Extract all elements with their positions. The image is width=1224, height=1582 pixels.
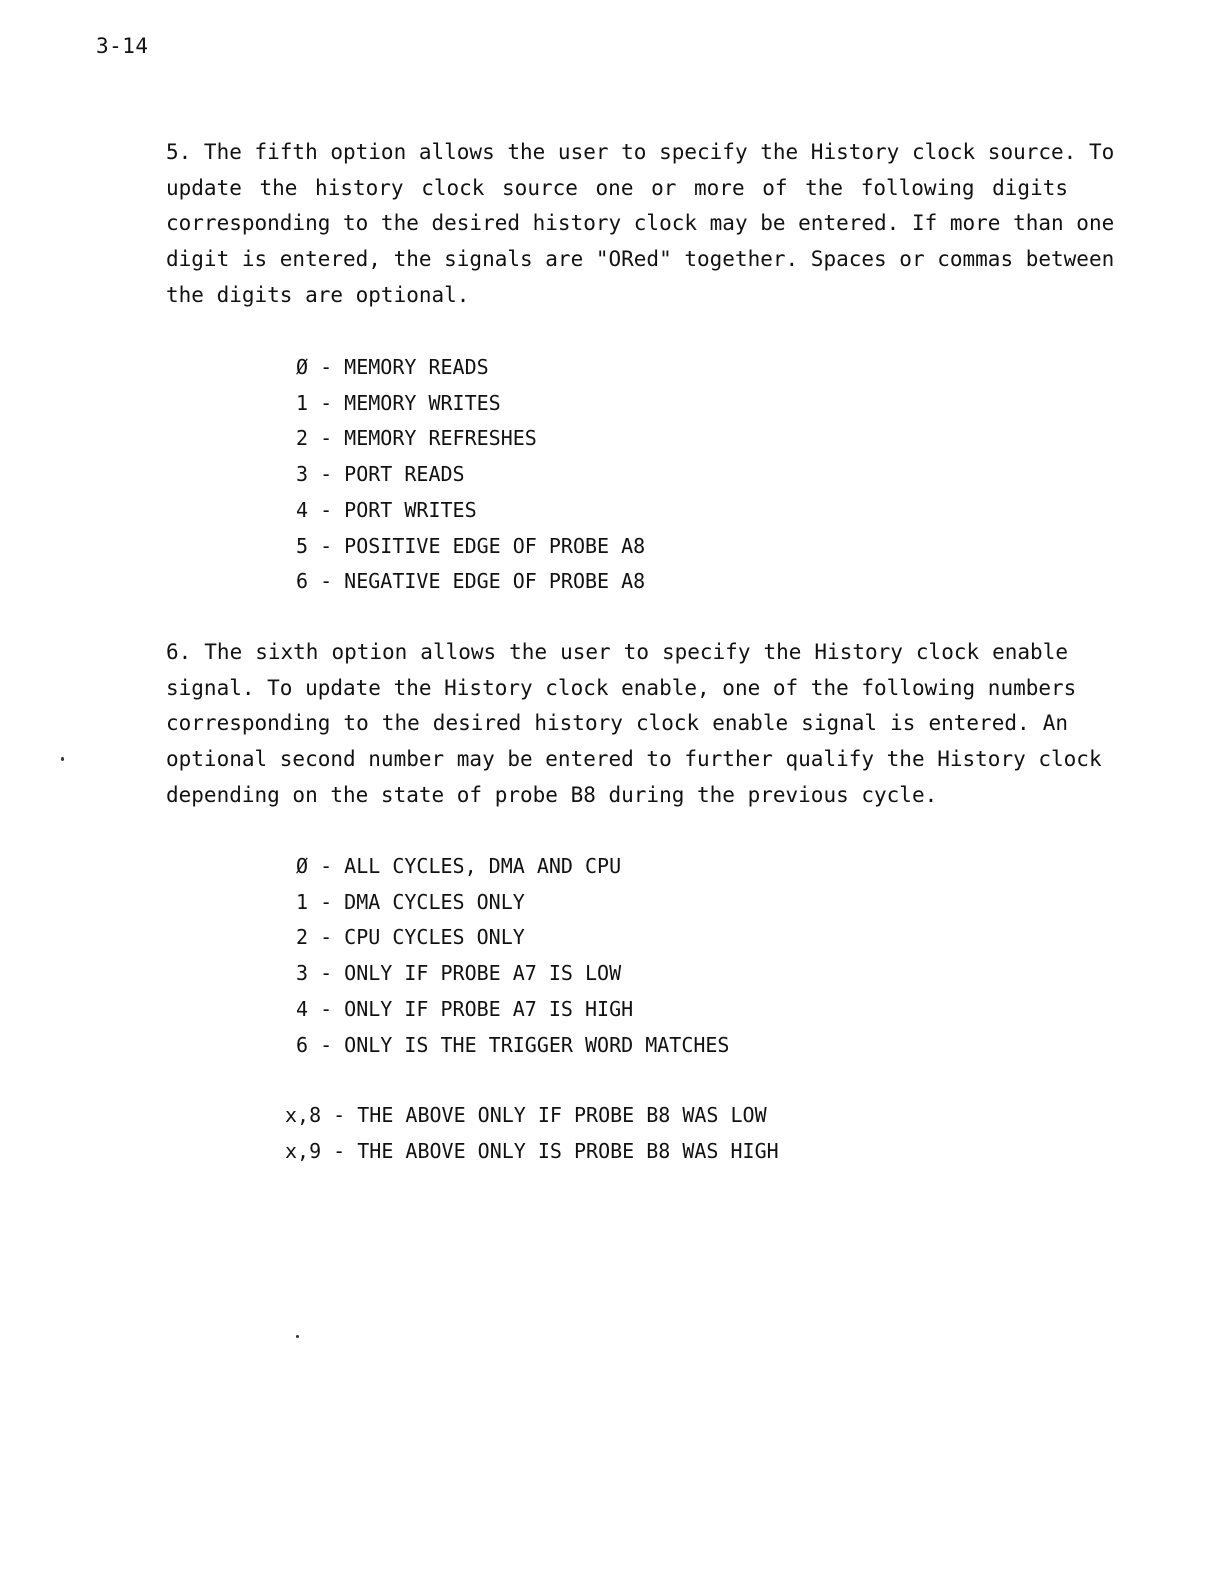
history-clock-source-list (296, 350, 645, 600)
list-item: 2 - CPU CYCLES ONLY (296, 925, 525, 950)
list-item: 4 - ONLY IF PROBE A7 IS HIGH (296, 996, 634, 1021)
section-6-paragraph (166, 635, 1102, 814)
paragraph-line: optional second number may be entered to further qualify the History clock (166, 747, 1102, 772)
scan-speck (296, 1335, 299, 1338)
paragraph-line: corresponding to the desired history clock enable signal is entered. An (166, 711, 1068, 736)
list-item: 1 - DMA CYCLES ONLY (296, 889, 525, 914)
list-item: Ø - MEMORY READS (296, 355, 489, 379)
paragraph-line: 6. The sixth option allows the user to specify the History clock enable (166, 640, 1068, 664)
list-item: 6 - NEGATIVE EDGE OF PROBE A8 (296, 569, 646, 594)
probe-b8-qualifier-list (285, 1098, 779, 1169)
paragraph-line: 5. The fifth option allows the user to specify the History clock source. To (166, 140, 1115, 164)
list-item: 2 - MEMORY REFRESHES (296, 426, 537, 451)
list-item: Ø - ALL CYCLES, DMA AND CPU (296, 854, 622, 878)
history-clock-enable-list (296, 849, 729, 1063)
paragraph-line: corresponding to the desired history clock may be entered. If more than one (166, 211, 1115, 236)
paragraph-line: the digits are optional. (166, 282, 470, 307)
paragraph-line: depending on the state of probe B8 during the previous cycle. (166, 782, 938, 807)
list-item: x,9 - THE ABOVE ONLY IS PROBE B8 WAS HIGH (285, 1138, 779, 1163)
paragraph-line: signal. To update the History clock enable, one of the following numbers (166, 675, 1077, 700)
list-item: 3 - PORT READS (296, 462, 465, 487)
list-item: x,8 - THE ABOVE ONLY IF PROBE B8 WAS LOW (285, 1103, 767, 1127)
paragraph-line: update the history clock source one or more of the following digits (166, 175, 1068, 200)
paragraph-line: digit is entered, the signals are "ORed" together. Spaces or commas between (166, 247, 1115, 272)
scan-speck (61, 757, 64, 761)
list-item: 5 - POSITIVE EDGE OF PROBE A8 (296, 533, 646, 558)
page-number: 3-14 (96, 34, 149, 58)
list-item: 4 - PORT WRITES (296, 497, 477, 522)
list-item: 3 - ONLY IF PROBE A7 IS LOW (296, 961, 622, 986)
list-item: 6 - ONLY IS THE TRIGGER WORD MATCHES (296, 1032, 730, 1057)
list-item: 1 - MEMORY WRITES (296, 390, 501, 415)
section-5-paragraph (166, 135, 1115, 314)
